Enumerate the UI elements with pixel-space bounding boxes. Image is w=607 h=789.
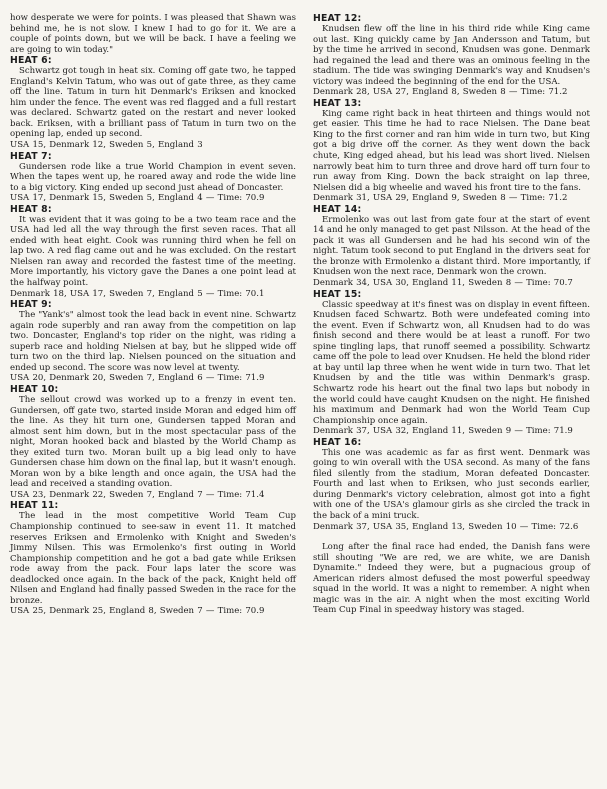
heat-15 [313,289,590,437]
heat-text: This one was academic as far as first went. Denmark was going to win overall with the USA second. As many of the fans filed silently from the stadium, Moran defeated Doncaster. Fourth and last when to Eriksen, who just seconds earlier, during Denmark's victory celebration, almost got into a fight with one of the USA's glamour girls as she circled the track in the back of a mini truck. [313,447,590,521]
heat-score: Denmark 37, USA 35, England 13, Sweden 10 — Time: 72.6 [313,521,579,532]
heat-title: HEAT 13: [313,97,362,109]
heat-9 [10,299,296,384]
heat-text: The lead in the most competitive World Team Cup Championship continued to see-saw in event 11. It matched reserves Eriksen and Ermolenko with Knight and Sweden's Jimmy Nilsen. This was Ermolenko's first outing in World Championship competition and he got a bad gate while Eriksen rode away from the pack. Four laps later the score was deadlocked once again. In the back of the pack, Knight held off Nilsen and England had finally passed Sweden in the race for the bronze. [10,511,296,606]
heat-6 [10,55,296,150]
heat-score: Denmark 31, USA 29, England 9, Sweden 8 — Time: 71.2 [313,193,568,204]
heat-score: Denmark 37, USA 32, England 11, Sweden 9 — Time: 71.9 [313,426,573,437]
heat-title: HEAT 7: [10,150,52,162]
heat-text: The "Yank's" almost took the lead back in event nine. Schwartz again rode superbly and ran away from the competition on lap two. Doncaster, England's top rider on the night, was riding a superb race and holding Nielsen at bay, but he slipped wide off turn two on the third lap. Nielsen pounced on the situation and ended up second. The score was now level at twenty. [10,310,296,373]
heat-score: Denmark 18, USA 17, Sweden 7, England 5 — Time: 70.1 [10,288,265,299]
heat-title: HEAT 14: [313,203,362,215]
heat-12 [313,13,590,98]
heat-11 [10,500,296,616]
heat-title: HEAT 10: [10,383,59,395]
right-column [313,13,590,789]
heat-title: HEAT 9: [10,299,52,311]
heat-13 [313,98,590,204]
heat-title: HEAT 15: [313,288,362,300]
heat-score: USA 17, Denmark 15, Sweden 5, England 4 — Time: 70.9 [10,193,265,204]
heat-10 [10,384,296,500]
heat-7 [10,151,296,204]
heat-score: USA 25, Denmark 25, England 8, Sweden 7 — Time: 70.9 [10,606,265,617]
heat-title: HEAT 12: [313,13,362,24]
heat-title: HEAT 6: [10,55,52,67]
heat-score: USA 15, Denmark 12, Sweden 5, England 3 [10,140,203,151]
heat-text: It was evident that it was going to be a two team race and the USA had led all the way through the first seven races. That all ended with heat eight. Cook was running third when he fell on lap two. A red flag came out and he was excluded. On the restart Nielsen ran away and recorded the fastest time of the meeting. More importantly, his victory gave the Danes a one point lead at the halfway point. [10,214,296,289]
heat-score: USA 23, Denmark 22, Sweden 7, England 7 — Time: 71.4 [10,489,265,500]
heat-8 [10,204,296,299]
heat-text: Ermolenko was out last from gate four at the start of event 14 and he only managed to get past Nilsson. At the head of the pack it was all Gundersen and he had his second win of the night. Tatum took second to put England in the drivers seat for the bronze with Ermolenko a distant third. More importantly, if Knudsen won the next race, Denmark won the crown. [313,214,590,278]
intro-paragraph: how desperate we were for points. I was pleased that Shawn was behind me, he is not slow. I knew I had to go for it. We are a couple of points down, but we will be back. I have a feeling we are going to win today." [10,13,296,55]
heat-score: Denmark 28, USA 27, England 8, Sweden 8 — Time: 71.2 [313,87,568,98]
heat-text: Knudsen flew off the line in his third ride while King came out last. King quickly came by Jan Andersson and Tatum, but by the time he arrived in second, Knudsen was gone. Denmark had regained the lead and there was an ominous feeling in the stadium. The tide was swinging Denmark's way and Knudsen's victory was indeed the beginning of the end for the USA. [313,24,590,87]
heat-text: Classic speedway at it's finest was on display in event fifteen. Knudsen faced Schwartz. Both were undefeated coming into the event. Even if Schwartz won, all Knudsen had to do was finish second and there would be at least a runoff. For two spine tingling laps, that runoff seemed a possibility. Schwartz came off the pole to lead over Knudsen. He held the blond rider at bay until lap three when he went wide in turn two. That let Knudsen by and the title was within Denmark's grasp. Schwartz rode his heart out the final two laps but nobody in the world could have caught Knudsen on the night. He finished his maximum and Denmark had won the World Team Cup Championship once again. [313,299,590,426]
closing-paragraph: Long after the final race had ended, the Danish fans were still shouting "We are red, we are white, we are Danish Dynamite." Indeed they were, but a pugnacious group of American riders almost defused the most powerful speedway squad in the world. It was a night to remember. A night when magic was in the air. A night when the most exciting World Team Cup Final in speedway history was staged. [313,542,590,616]
heat-title: HEAT 11: [10,500,59,512]
heat-text: King came right back in heat thirteen and things would not get easier. This time he had to race Nielsen. The Dane beat King to the first corner and ran him wide in turn two, but King got a big drive off the corner. As they went down the back chute, King edged ahead, but his lead was short lived. Nielsen narrowly beat him to turn three and drove hard off turn four to run away from King. Down the back straight on lap three, Nielsen did a big wheelie and waved his front tire to the fans. [313,108,590,193]
heat-16 [313,437,590,532]
heat-14 [313,204,590,289]
heat-text: Gundersen rode like a true World Champion in event seven. When the tapes went up, he roared away and rode the wide line to a big victory. King ended up second just ahead of Doncaster. [10,161,296,193]
heat-score: Denmark 34, USA 30, England 11, Sweden 8 — Time: 70.7 [313,278,573,289]
left-column [10,13,296,789]
heat-text: Schwartz got tough in heat six. Coming off gate two, he tapped England's Kelvin Tatum, who was out of gate three, as they came off the line. Tatum in turn hit Denmark's Eriksen and knocked him under the fence. The event was red flagged and a full restart was declared. Schwartz gated on the restart and never looked back. Eriksen, with a brilliant pass of Tatum in turn two on the opening lap, ended up second. [10,66,296,140]
heat-score: USA 20, Denmark 20, Sweden 7, England 6 — Time: 71.9 [10,373,265,384]
heat-text: The sellout crowd was worked up to a frenzy in event ten. Gundersen, off gate two, started inside Moran and edged him off the line. As they hit turn one, Gundersen tapped Moran and almost sent him down, but in the most spectacular pass of the night, Moran hooked back and blasted by the World Champ as they exited turn two. Moran built up a big lead only to have Gundersen chase him down on the final lap, but it wasn't enough. Moran won by a bike length and once again, the USA had the lead and received a standing ovation. [10,394,296,490]
heat-title: HEAT 16: [313,436,362,448]
heat-title: HEAT 8: [10,203,52,215]
